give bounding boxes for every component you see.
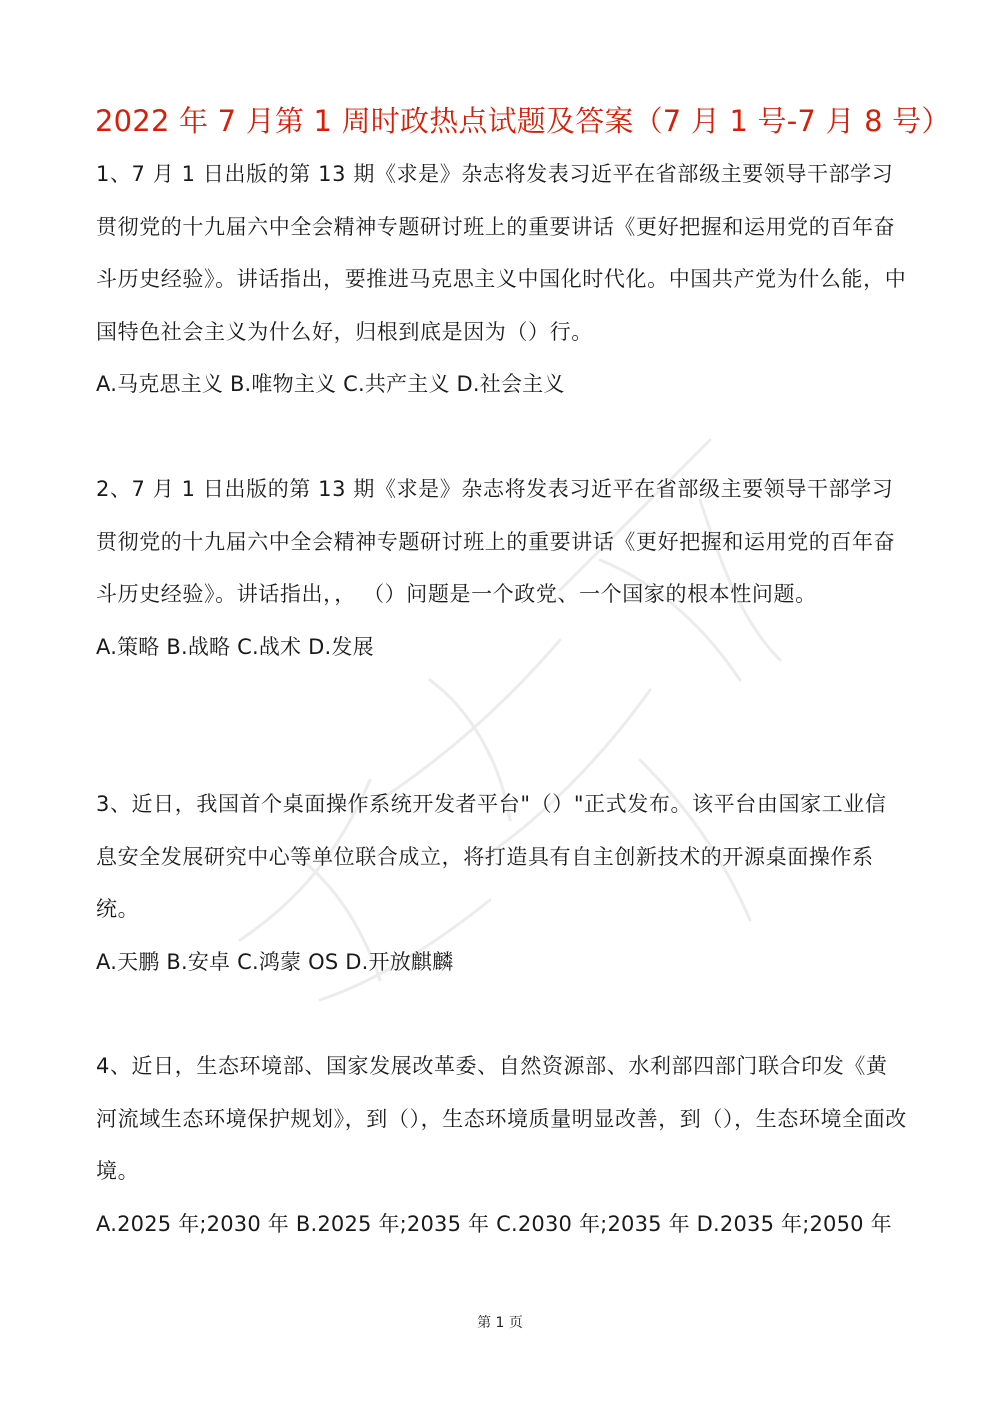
question-1-options: A.马克思主义 B.唯物主义 C.共产主义 D.社会主义 [96, 372, 565, 396]
document-title: 2022 年 7 月第 1 周时政热点试题及答案（7 月 1 号-7 月 8 号） [95, 104, 951, 138]
question-2-text: 2、7 月 1 日出版的第 13 期《求是》杂志将发表习近平在省部级主要领导干部学习贯彻党的十九届六中全会精神专题研讨班上的重要讲话《更好把握和运用党的百年奋斗历史经验》。讲话指出，， （）问题是一个政党、一个国家的根本性问题。 [96, 477, 896, 606]
question-1 [96, 148, 908, 411]
question-2-options: A.策略 B.战略 C.战术 D.发展 [96, 634, 374, 659]
question-4 [96, 1040, 908, 1250]
question-1-text: 1、7 月 1 日出版的第 13 期《求是》杂志将发表习近平在省部级主要领导干部学习贯彻党的十九届六中全会精神专题研讨班上的重要讲话《更好把握和运用党的百年奋斗历史经验》。讲话指出，要推进马克思主义中国化时代化。中国共产党为什么能，中国特色社会主义为什么好，归根到底是因为（）行。 [96, 162, 907, 344]
page-number: 第 1 页 [477, 1315, 523, 1331]
question-3 [96, 778, 908, 988]
question-4-text: 4、近日，生态环境部、国家发展改革委、自然资源部、水利部四部门联合印发《黄河流域生态环境保护规划》，到（），生态环境质量明显改善，到（），生态环境全面改境。 [96, 1054, 907, 1183]
question-4-options: A.2025 年;2030 年 B.2025 年;2035 年 C.2030 年;2035 年 D.2035 年;2050 年 [96, 1211, 892, 1236]
question-3-text: 3、近日，我国首个桌面操作系统开发者平台"（）"正式发布。该平台由国家工业信息安全发展研究中心等单位联合成立，将打造具有自主创新技术的开源桌面操作系统。 [96, 792, 887, 921]
question-3-options: A.天鹏 B.安卓 C.鸿蒙 OS D.开放麒麟 [96, 949, 454, 974]
question-2 [96, 463, 908, 673]
